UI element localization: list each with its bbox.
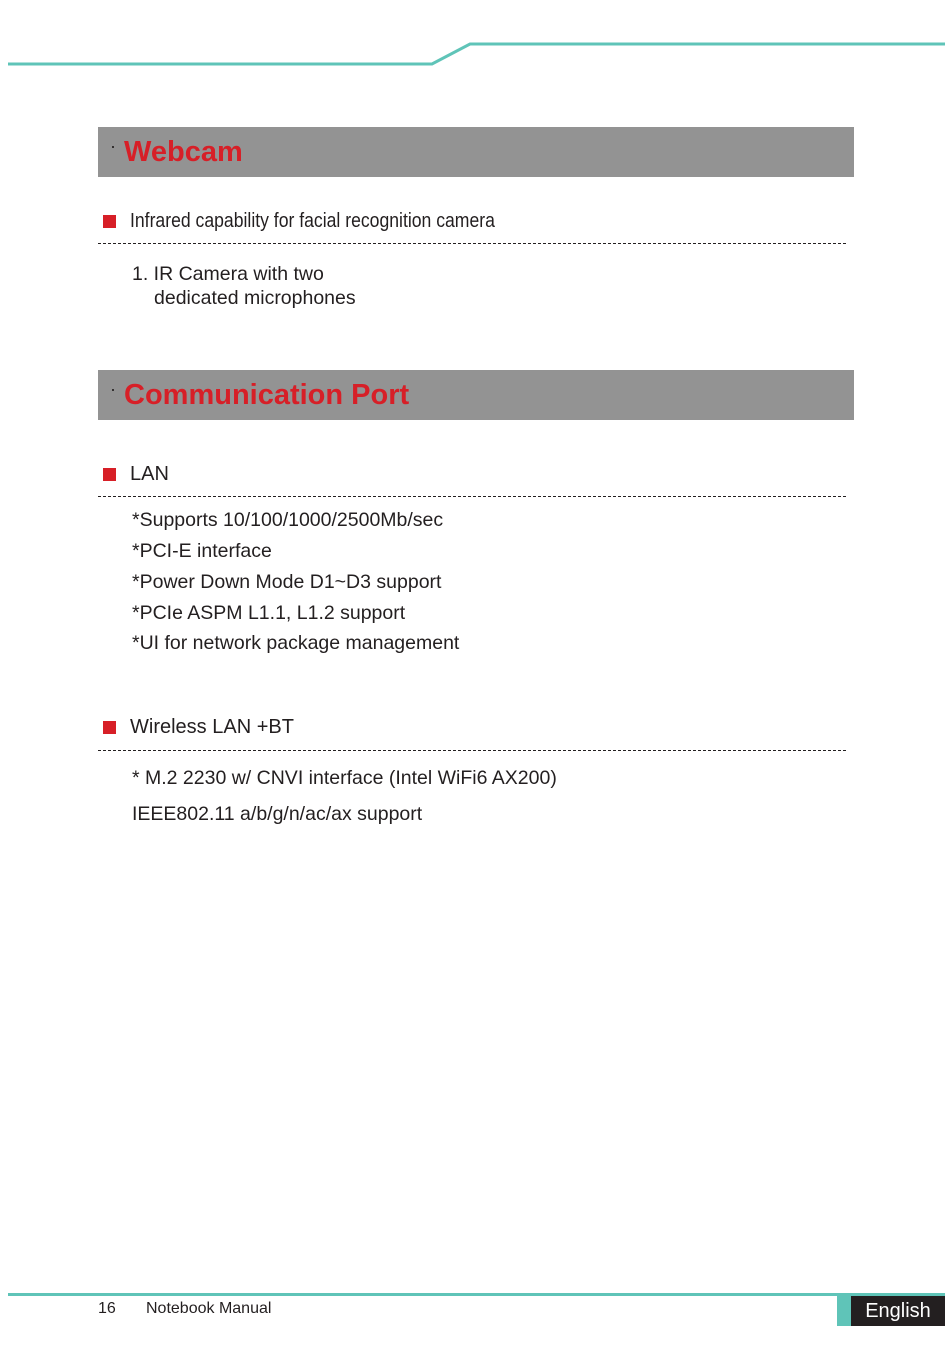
- webcam-detail-line: 1. IR Camera with two: [132, 263, 324, 285]
- subhead-webcam-feature-text: Infrared capability for facial recognition camera: [130, 210, 495, 232]
- section-dot: ·: [110, 378, 116, 399]
- subhead-wireless-lan-text: Wireless LAN +BT: [130, 716, 294, 738]
- subhead-lan-text: LAN: [130, 463, 169, 485]
- section-title-communication-port: Communication Port: [124, 378, 410, 411]
- wlan-spec-item: * M.2 2230 w/ CNVI interface (Intel WiFi6 AX200): [132, 767, 557, 789]
- subhead-webcam-feature: [103, 210, 545, 233]
- square-bullet-icon: [103, 721, 116, 734]
- page-number: 16: [98, 1300, 116, 1317]
- dashed-divider: [98, 750, 846, 751]
- subhead-wireless-lan: [103, 716, 294, 739]
- footer-manual-title: Notebook Manual: [146, 1300, 272, 1317]
- lan-spec-item: *Supports 10/100/1000/2500Mb/sec: [132, 509, 444, 531]
- section-dot: ·: [110, 135, 116, 156]
- lan-spec-item: *PCI-E interface: [132, 540, 272, 562]
- lan-spec-item: *PCIe ASPM L1.1, L1.2 support: [132, 602, 406, 624]
- lan-spec-item: *UI for network package management: [132, 632, 460, 654]
- dashed-divider: [98, 243, 846, 244]
- webcam-detail-line: dedicated microphones: [154, 287, 356, 309]
- language-label: English: [851, 1296, 945, 1326]
- square-bullet-icon: [103, 468, 116, 481]
- language-tab: [837, 1296, 945, 1326]
- section-header-webcam: [98, 127, 854, 177]
- square-bullet-icon: [103, 215, 116, 228]
- section-title-webcam: Webcam: [124, 135, 243, 168]
- language-tab-accent: [837, 1296, 851, 1326]
- dashed-divider: [98, 496, 846, 497]
- header-accent-line: [0, 0, 950, 80]
- subhead-lan: [103, 463, 169, 486]
- footer-accent-line: [8, 1293, 945, 1296]
- section-header-communication-port: [98, 370, 854, 420]
- wlan-spec-item: IEEE802.11 a/b/g/n/ac/ax support: [132, 803, 423, 825]
- lan-spec-item: *Power Down Mode D1~D3 support: [132, 571, 442, 593]
